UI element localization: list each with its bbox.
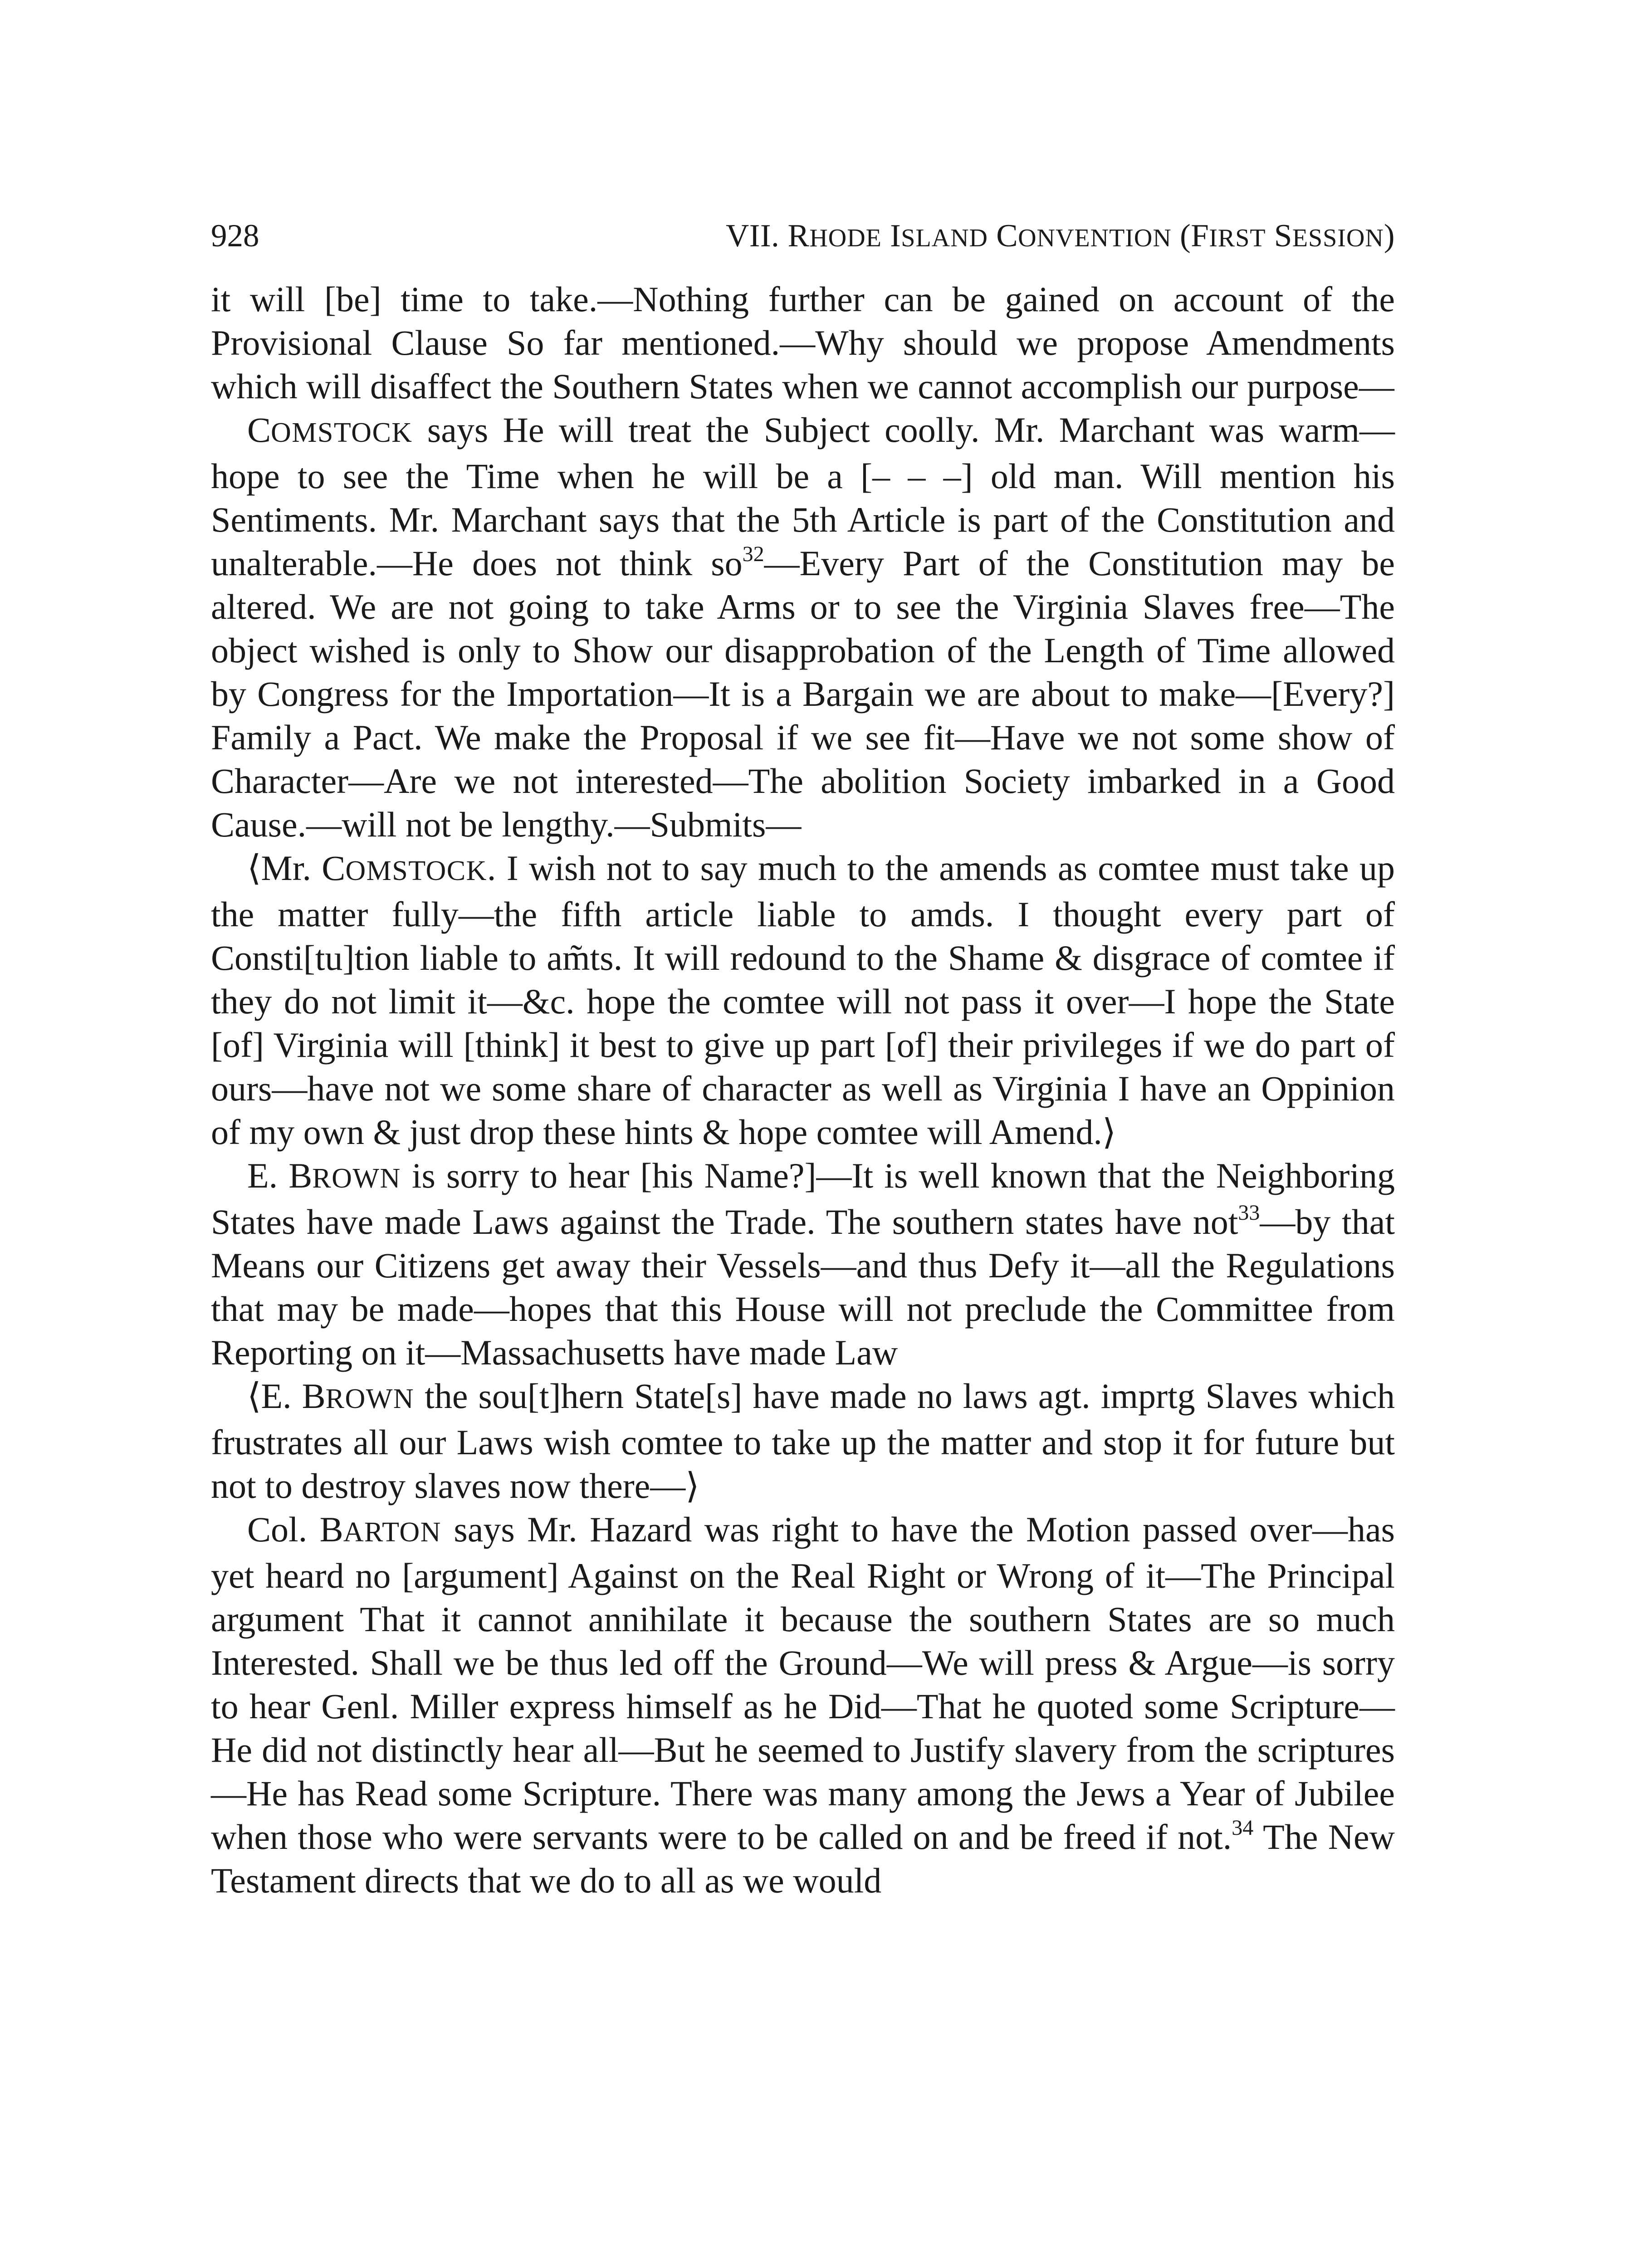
paragraph xyxy=(211,846,1395,1154)
paragraph-text: the sou[t]hern State[s] have made no laws agt. imprtg Slaves which frustrates all our Laws wish comtee to take up the matter and stop it for future but not to destroy slaves now there—⟩ xyxy=(211,1376,1395,1505)
paragraph xyxy=(211,408,1395,846)
speaker-name-initial: B xyxy=(319,1510,343,1549)
paragraph-text: ⟨E. xyxy=(247,1376,302,1416)
paragraph-text: ⟨Mr. xyxy=(247,848,322,888)
paragraph-text: —Every Part of the Constitution may be altered. We are not going to take Arms or to see the Virginia Slaves free—The object wished is only to Show our disapprobation of the Length of Time allowed by Congress for the Importation—It is a Bargain we are about to make—[Every?] Family a Pact. We make the Proposal if we see fit—Have we not some show of Character—Are we not interested—The abolition Society imbarked in a Good Cause.—will not be lengthy.—Submits— xyxy=(211,543,1395,844)
footnote-ref: 33 xyxy=(1238,1201,1260,1225)
paragraph-text: E. xyxy=(247,1156,289,1195)
paragraph xyxy=(211,1154,1395,1374)
paragraph-text: Col. xyxy=(247,1510,320,1549)
speaker-name xyxy=(288,1156,401,1195)
page-number: 928 xyxy=(211,218,259,254)
footnote-ref: 34 xyxy=(1232,1816,1254,1840)
speaker-name-rest: OMSTOCK xyxy=(345,855,487,886)
running-title-part: VII. R xyxy=(725,218,810,254)
speaker-name xyxy=(302,1376,415,1416)
paragraph-text: it will [be] time to take.—Nothing further can be gained on account of the Provisional Clause So far mentioned.—Why should we propose Amendments which will disaffect the Southern States when we cannot accomplish our purpose— xyxy=(211,279,1395,406)
running-title-part: ESSION xyxy=(1292,224,1384,252)
paragraph-text: . I wish not to say much to the amends as comtee must take up the matter fully—the fifth article liable to amds. I thought every part of Consti[tu]tion liable to am̃ts. It will redound to the Shame & disgrace of comtee if they do not limit it—&c. hope the comtee will not pass it over—I hope the State [of] Virginia will [think] it best to give up part [of] their privileges if we do part of ours—have not we some share of character as well as Virginia I have an Oppinion of my own & just drop these hints & hope comtee will Amend.⟩ xyxy=(211,848,1395,1152)
paragraph-text: is sorry to hear [his Name?]—It is well known that the Neighboring States have made Laws against the Trade. The southern states have not xyxy=(211,1156,1395,1242)
speaker-name-rest: OMSTOCK xyxy=(271,417,413,448)
running-title-part: IRST xyxy=(1209,224,1266,252)
running-title-part: SLAND xyxy=(901,224,988,252)
running-title-part: I xyxy=(881,218,901,254)
running-title-part: HODE xyxy=(809,224,882,252)
body-text xyxy=(211,278,1395,1902)
speaker-name-rest: ROWN xyxy=(312,1163,401,1194)
paragraph xyxy=(211,1374,1395,1508)
running-title-part: S xyxy=(1266,218,1292,254)
paragraph xyxy=(211,278,1395,408)
speaker-name-rest: ROWN xyxy=(325,1383,415,1414)
speaker-name-initial: B xyxy=(302,1376,326,1416)
running-title xyxy=(726,220,1395,252)
speaker-name-rest: ARTON xyxy=(343,1517,441,1548)
running-title-part: C xyxy=(988,218,1018,254)
running-title-part: ) xyxy=(1384,218,1395,254)
paragraph-text: says He will treat the Subject coolly. Mr. Marchant was warm—hope to see the Time when he will be a [– – –] old man. Will mention his Sentiments. Mr. Marchant says that the 5th Article is part of the Constitution and unalterable.—He does not think so xyxy=(211,410,1395,583)
paragraph-text: —by that Means our Citizens get away their Vessels—and thus Defy it—all the Regulations that may be made—hopes that this House will not preclude the Committee from Reporting on it—Massachusetts have made Law xyxy=(211,1202,1395,1372)
running-title-part: (F xyxy=(1171,218,1209,254)
footnote-ref: 32 xyxy=(742,542,764,566)
running-head xyxy=(211,220,1395,252)
document-page xyxy=(211,220,1395,1902)
paragraph-text: says Mr. Hazard was right to have the Motion passed over—has yet heard no [argument] Against on the Real Right or Wrong of it—The Principal argument That it cannot annihilate it because the southern States are so much Interested. Shall we be thus led off the Ground—We will press & Argue—is sorry to hear Genl. Miller express himself as he Did—That he quoted some Scripture—He did not distinctly hear all—But he seemed to Justify slavery from the scriptures—He has Read some Scripture. There was many among the Jews a Year of Jubilee when those who were servants were to be called on and be freed if not. xyxy=(211,1510,1395,1857)
speaker-name xyxy=(247,410,413,450)
speaker-name-initial: B xyxy=(288,1156,313,1195)
speaker-name xyxy=(319,1510,441,1549)
running-title-part: ONVENTION xyxy=(1018,224,1172,252)
paragraph xyxy=(211,1508,1395,1902)
speaker-name-initial: C xyxy=(247,410,271,450)
speaker-name xyxy=(322,848,487,888)
speaker-name-initial: C xyxy=(322,848,346,888)
paragraph-text: The New Testament directs that we do to all as we would xyxy=(211,1817,1395,1900)
